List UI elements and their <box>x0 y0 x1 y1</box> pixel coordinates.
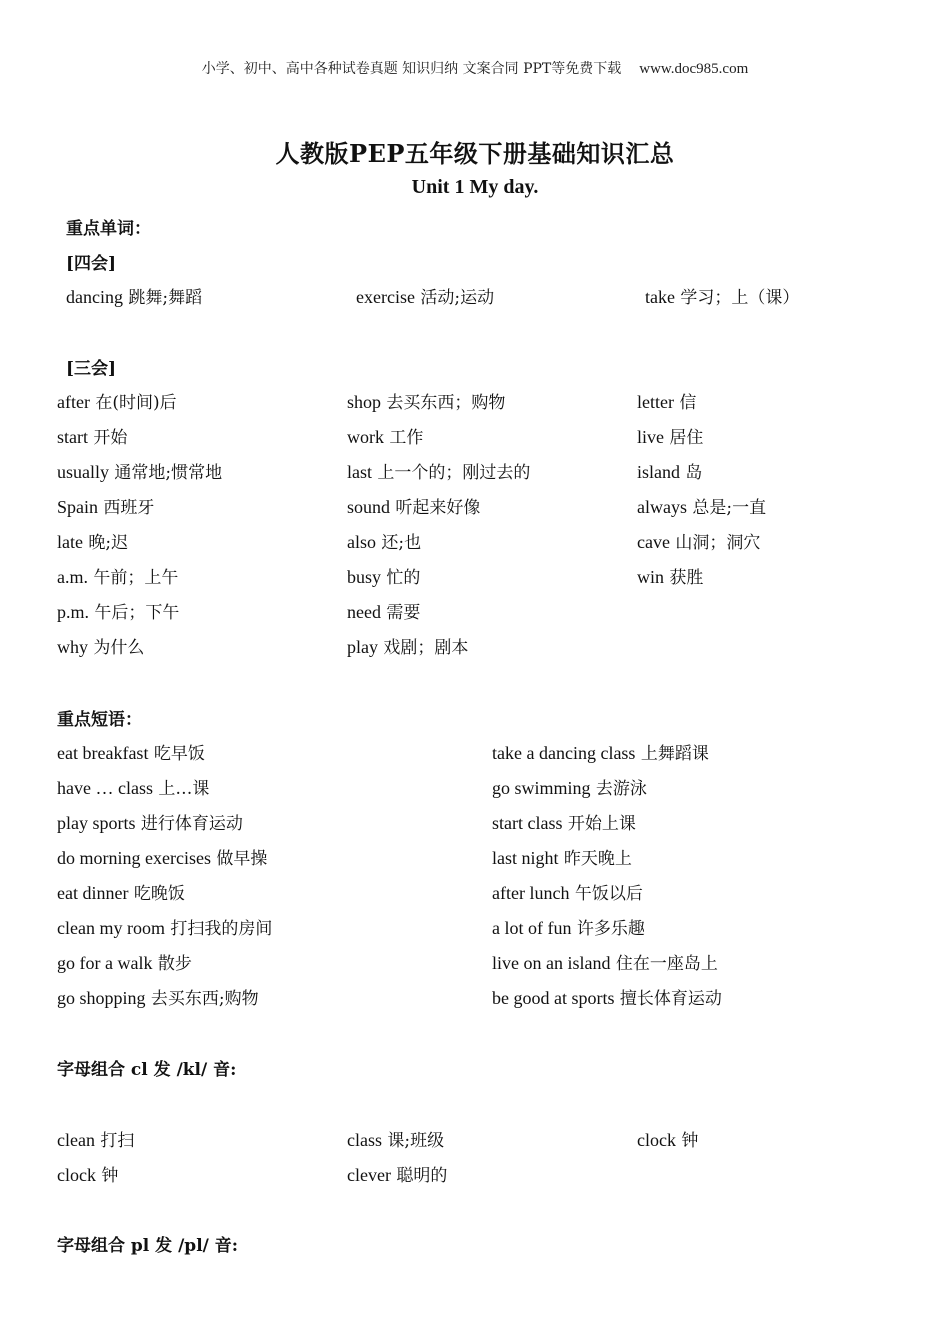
chinese-meaning: 午前；上午 <box>88 568 179 588</box>
english-term: shop <box>347 392 382 412</box>
page-header <box>0 58 950 78</box>
chinese-meaning: 擅长体育运动 <box>614 989 722 1009</box>
english-term: a.m. <box>57 567 88 587</box>
chinese-meaning: 散步 <box>152 954 192 974</box>
phrase-row <box>0 774 950 800</box>
chinese-meaning: 打扫 <box>94 1131 135 1151</box>
english-term: play sports <box>57 813 136 833</box>
chinese-meaning: 去买东西；购物 <box>381 393 506 413</box>
vocab-entry <box>57 423 127 448</box>
vocab-entry <box>492 774 647 799</box>
vocab-entry <box>57 388 177 413</box>
vocab-entry <box>637 423 703 448</box>
english-term: dancing <box>66 287 123 307</box>
vocab-entry <box>492 949 718 974</box>
chinese-meaning: 还;也 <box>376 533 422 553</box>
chinese-meaning: 岛 <box>680 463 703 483</box>
vocab-row <box>0 283 950 309</box>
english-term: after <box>57 392 90 412</box>
vocab-entry <box>57 633 144 658</box>
chinese-meaning: 昨天晚上 <box>558 849 632 869</box>
vocab-entry <box>347 563 420 588</box>
chinese-meaning: 打扫我的房间 <box>164 919 273 939</box>
vocab-entry <box>492 844 632 869</box>
chinese-meaning: 上…课 <box>152 779 210 799</box>
vocab-entry <box>57 739 205 764</box>
pl-sound-heading: 字母组合 pl 发 /pl/ 音: <box>57 1236 239 1256</box>
vocab-entry <box>57 949 192 974</box>
vocab-entry <box>347 493 480 518</box>
english-term: eat dinner <box>57 883 129 903</box>
vocab-entry <box>57 1126 134 1151</box>
vocab-entry <box>356 283 494 308</box>
vocab-entry <box>492 739 709 764</box>
chinese-meaning: 吃早饭 <box>148 744 205 764</box>
vocab-entry <box>492 879 643 904</box>
english-term: sound <box>347 497 391 517</box>
chinese-meaning: 学习；上（课） <box>674 288 800 308</box>
chinese-meaning: 钟 <box>95 1166 119 1186</box>
phrase-row <box>0 739 950 765</box>
vocab-row <box>0 458 950 484</box>
vocab-row <box>0 1161 950 1187</box>
vocab-entry <box>57 1161 118 1186</box>
english-term: start class <box>492 813 563 833</box>
chinese-meaning: 做早操 <box>210 849 268 869</box>
english-term: letter <box>637 392 674 412</box>
header-text: 小学、初中、高中各种试卷真题 知识归纳 文案合同 PPT等免费下载 <box>201 61 622 77</box>
vocab-entry <box>637 493 766 518</box>
english-term: live on an island <box>492 953 611 973</box>
chinese-meaning: 活动;运动 <box>414 288 495 308</box>
chinese-meaning: 为什么 <box>88 638 145 658</box>
english-term: Spain <box>57 497 99 517</box>
phrase-row <box>0 809 950 835</box>
chinese-meaning: 跳舞;舞蹈 <box>122 288 203 308</box>
vocab-entry <box>492 984 722 1009</box>
english-term: have … class <box>57 778 153 798</box>
phrase-row <box>0 984 950 1010</box>
chinese-meaning: 吃晚饭 <box>128 884 185 904</box>
vocab-entry <box>57 563 178 588</box>
vocab-entry <box>637 528 760 553</box>
vocab-row <box>0 1126 950 1152</box>
phrase-row <box>0 844 950 870</box>
chinese-meaning: 上一个的；刚过去的 <box>372 463 531 483</box>
english-term: always <box>637 497 687 517</box>
english-term: busy <box>347 567 382 587</box>
vocab-entry <box>347 633 468 658</box>
chinese-meaning: 信 <box>673 393 697 413</box>
english-term: why <box>57 637 88 657</box>
chinese-meaning: 获胜 <box>664 568 704 588</box>
vocab-row <box>0 493 950 519</box>
english-term: live <box>637 427 664 447</box>
english-term: after lunch <box>492 883 570 903</box>
chinese-meaning: 总是;一直 <box>686 498 767 518</box>
chinese-meaning: 忙的 <box>381 568 421 588</box>
english-term: last <box>347 462 372 482</box>
unit-title: Unit 1 My day. <box>411 176 539 198</box>
vocab-entry <box>645 283 799 308</box>
vocab-row <box>0 598 950 624</box>
vocab-entry <box>347 598 420 623</box>
vocab-row <box>0 388 950 414</box>
header-url[interactable]: www.doc985.com <box>639 61 749 77</box>
document-title: 人教版PEP五年级下册基础知识汇总 <box>275 139 675 168</box>
vocab-entry <box>57 774 209 799</box>
key-words-heading: 重点单词： <box>66 219 151 239</box>
chinese-meaning: 通常地;惯常地 <box>109 463 223 483</box>
vocab-row <box>0 528 950 554</box>
vocab-entry <box>347 1126 444 1151</box>
cl-sound-heading: 字母组合 cl 发 /kl/ 音: <box>57 1060 237 1080</box>
english-term: go swimming <box>492 778 591 798</box>
english-term: exercise <box>356 287 415 307</box>
vocab-entry <box>57 914 272 939</box>
chinese-meaning: 午后；下午 <box>89 603 180 623</box>
phrases-heading: 重点短语： <box>57 710 142 730</box>
vocab-entry <box>492 914 645 939</box>
vocab-entry <box>57 879 185 904</box>
chinese-meaning: 居住 <box>664 428 704 448</box>
chinese-meaning: 午饭以后 <box>569 884 643 904</box>
english-term: start <box>57 427 88 447</box>
vocab-entry <box>57 844 267 869</box>
phrase-row <box>0 879 950 905</box>
english-term: late <box>57 532 83 552</box>
english-term: clock <box>637 1130 676 1150</box>
vocab-entry <box>637 563 703 588</box>
chinese-meaning: 工作 <box>384 428 424 448</box>
english-term: class <box>347 1130 382 1150</box>
english-term: win <box>637 567 664 587</box>
chinese-meaning: 开始 <box>88 428 128 448</box>
vocab-entry <box>347 528 421 553</box>
english-term: work <box>347 427 384 447</box>
english-term: clever <box>347 1165 391 1185</box>
chinese-meaning: 课;班级 <box>382 1131 445 1151</box>
english-term: eat breakfast <box>57 743 149 763</box>
english-term: clean my room <box>57 918 165 938</box>
chinese-meaning: 进行体育运动 <box>135 814 243 834</box>
english-term: take a dancing class <box>492 743 636 763</box>
english-term: clock <box>57 1165 96 1185</box>
phrase-row <box>0 914 950 940</box>
chinese-meaning: 需要 <box>380 603 421 623</box>
vocab-row <box>0 633 950 659</box>
vocab-entry <box>57 598 179 623</box>
chinese-meaning: 山洞；洞穴 <box>669 533 761 553</box>
chinese-meaning: 听起来好像 <box>390 498 481 518</box>
four-skill-heading: [四会] <box>66 254 117 274</box>
english-term: usually <box>57 462 109 482</box>
english-term: a lot of fun <box>492 918 572 938</box>
vocab-entry <box>347 388 505 413</box>
chinese-meaning: 上舞蹈课 <box>635 744 709 764</box>
vocab-entry <box>347 458 530 483</box>
chinese-meaning: 去游泳 <box>590 779 647 799</box>
vocab-row <box>0 423 950 449</box>
english-term: go shopping <box>57 988 146 1008</box>
chinese-meaning: 戏剧；剧本 <box>378 638 469 658</box>
vocab-entry <box>57 493 154 518</box>
vocab-entry <box>66 283 202 308</box>
chinese-meaning: 西班牙 <box>98 498 155 518</box>
chinese-meaning: 晚;迟 <box>82 533 129 553</box>
english-term: play <box>347 637 378 657</box>
english-term: clean <box>57 1130 95 1150</box>
chinese-meaning: 去买东西;购物 <box>145 989 259 1009</box>
vocab-entry <box>492 809 636 834</box>
english-term: p.m. <box>57 602 90 622</box>
vocab-entry <box>637 388 696 413</box>
vocab-entry <box>637 1126 698 1151</box>
chinese-meaning: 在(时间)后 <box>89 393 177 413</box>
english-term: cave <box>637 532 670 552</box>
chinese-meaning: 许多乐趣 <box>571 919 645 939</box>
english-term: be good at sports <box>492 988 615 1008</box>
vocab-entry <box>347 423 423 448</box>
vocab-entry <box>57 458 222 483</box>
chinese-meaning: 钟 <box>675 1131 699 1151</box>
english-term: also <box>347 532 376 552</box>
vocab-row <box>0 563 950 589</box>
vocab-entry <box>57 809 243 834</box>
chinese-meaning: 住在一座岛上 <box>610 954 718 974</box>
english-term: take <box>645 287 675 307</box>
vocab-entry <box>57 984 259 1009</box>
vocab-entry <box>57 528 128 553</box>
three-skill-heading: [三会] <box>66 359 117 379</box>
english-term: need <box>347 602 381 622</box>
chinese-meaning: 开始上课 <box>562 814 636 834</box>
phrase-row <box>0 949 950 975</box>
english-term: island <box>637 462 680 482</box>
english-term: do morning exercises <box>57 848 211 868</box>
english-term: go for a walk <box>57 953 153 973</box>
english-term: last night <box>492 848 559 868</box>
chinese-meaning: 聪明的 <box>390 1166 448 1186</box>
vocab-entry <box>347 1161 447 1186</box>
vocab-entry <box>637 458 702 483</box>
